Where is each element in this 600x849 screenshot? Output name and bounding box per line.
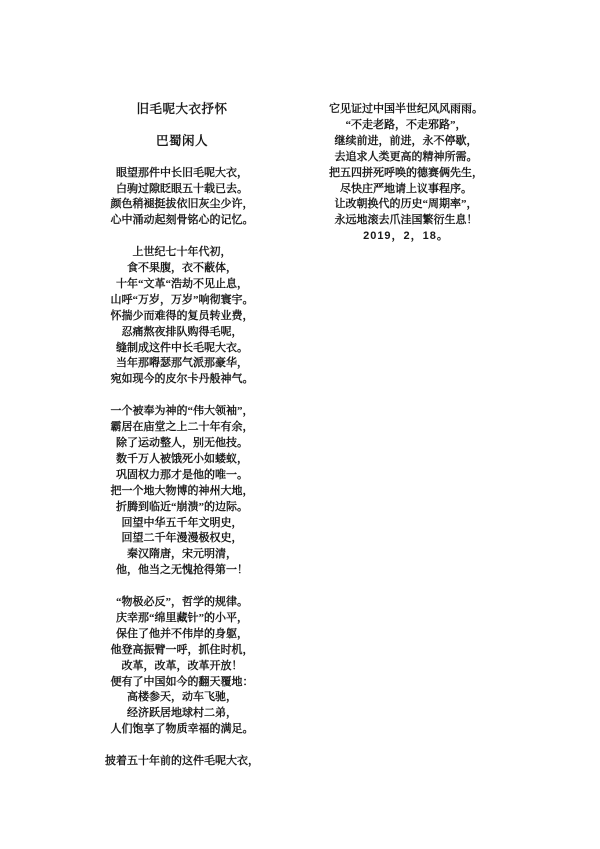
poem-line: 他，他当之无愧抢得第一！ (116, 564, 248, 577)
poem-line: 数千万人被饿死小如蝼蚁， (116, 452, 248, 465)
poem-line: 十年“文革“浩劫不见止息， (116, 277, 248, 290)
poem-line: 食不果腹，衣不蔽体， (127, 262, 237, 275)
poem-line: 除了运动整人，别无他技。 (116, 436, 248, 449)
poem-line: “物极必反”，哲学的规律。 (116, 596, 248, 609)
right-column (286, 102, 526, 245)
poem-line: 回望中华五千年文明史， (121, 516, 243, 529)
poem-line: 披着五十年前的这件毛呢大衣， (105, 755, 259, 768)
poem-line: 庆幸那“绵里藏针”的小平， (116, 611, 248, 624)
poem-line: 心中涌动起刻骨铭心的记忆。 (110, 214, 254, 227)
poem-line: 去追求人类更高的精神所需。 (334, 150, 478, 163)
stanza (62, 754, 302, 770)
poem-line: 山呼“万岁，万岁”响彻寰宇。 (110, 293, 254, 306)
poem-line: 怀揣少而难得的复员转业费， (110, 309, 254, 322)
poem-line: 秦汉隋唐，宋元明清， (127, 548, 237, 561)
poem-line: 颜色稍褪挺拔依旧灰尘少许， (110, 198, 254, 211)
poem-line: 眼望那件中长旧毛呢大衣， (116, 166, 248, 179)
poem-line: 让改朝换代的历史“周期率”， (334, 198, 478, 211)
poem-line: 一个被奉为神的“伟大领袖”， (110, 405, 254, 418)
poem-line: 高楼参天，动车飞驰， (127, 691, 237, 704)
poem-line: 保住了他并不伟岸的身躯， (116, 627, 248, 640)
poem-line: 他登高振臂一呼，抓住时机， (110, 643, 254, 656)
poem-line: 改革，改革，改革开放！ (121, 659, 243, 672)
left-column (62, 102, 302, 770)
stanza (62, 404, 302, 579)
poem-line: 尽快庄严地请上议事程序。 (340, 182, 472, 195)
poem-line: 上世纪七十年代初， (132, 246, 232, 259)
poem-title: 旧毛呢大衣抒怀 (136, 102, 228, 116)
poem-line: 把一个地大物博的神州大地， (110, 484, 254, 497)
poem-date: 2019，2，18。 (363, 230, 449, 243)
poem-line: 它见证过中国半世纪风风雨雨。 (329, 103, 483, 115)
poem-line: 宛如现今的皮尔卡丹般神气。 (110, 373, 254, 386)
poem-line: 便有了中国如今的翻天覆地： (110, 675, 254, 688)
right-stanzas (286, 102, 526, 229)
poem-line: 把五四拼死呼唤的德赛俩先生， (329, 166, 483, 179)
poem-line: 人们饱享了物质幸福的满足。 (110, 723, 254, 736)
poem-line: 回望二千年漫漫极权史， (121, 532, 243, 545)
poem-line: 霸居在庙堂之上二十年有余， (110, 421, 254, 434)
poem-line: 当年那嘚瑟那气派那豪华， (116, 357, 248, 370)
poem-line: 忍痛熬夜排队购得毛呢， (121, 325, 243, 338)
poem-line: 永远地滚去爪洼国繁衍生息！ (334, 214, 478, 227)
stanza (62, 595, 302, 738)
poem-line: 缝制成这件中长毛呢大衣。 (116, 341, 248, 354)
stanza (286, 102, 526, 229)
poem-line: 白驹过隙眨眼五十载已去。 (116, 182, 248, 195)
poem-author: 巴蜀闲人 (155, 133, 208, 148)
stanza (62, 166, 302, 230)
left-stanzas (62, 166, 302, 770)
poem-line: 继续前进，前进，永不停歇， (334, 134, 478, 147)
poem-line: 折腾到临近“崩溃”的边际。 (116, 500, 248, 513)
poem-line: 巩固权力那才是他的唯一。 (116, 468, 248, 481)
stanza (62, 245, 302, 388)
poem-line: “不走老路，不走邪路”， (345, 118, 467, 131)
poem-line: 经济跃居地球村二弟， (127, 707, 237, 720)
